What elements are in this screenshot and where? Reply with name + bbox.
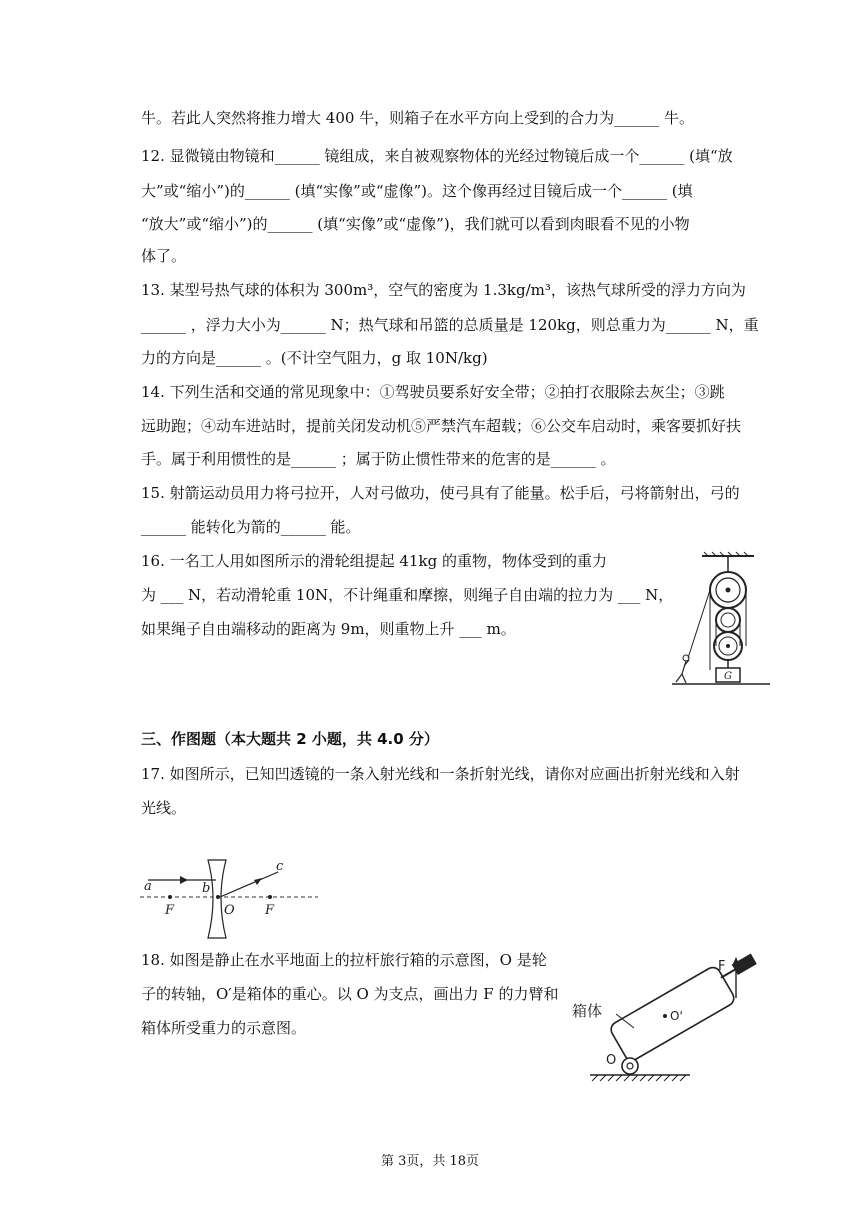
question-15-line-2: ______ 能转化为箭的______ 能。 bbox=[141, 518, 361, 536]
question-16-line-2: 为 ___ N，若动滑轮重 10N，不计绳重和摩擦，则绳子自由端的拉力为 ___ N， bbox=[141, 586, 674, 604]
question-14-line-3: 手。属于利用惯性的是______ ；属于防止惯性带来的危害的是______ 。 bbox=[141, 450, 616, 468]
lens-label-c: c bbox=[276, 859, 284, 874]
text-line: 牛。若此人突然将推力增大 400 牛，则箱子在水平方向上受到的合力为______ 牛。 bbox=[141, 109, 694, 127]
question-17-line-2: 光线。 bbox=[141, 799, 187, 817]
suitcase-label-o-prime: O' bbox=[670, 1009, 683, 1023]
suitcase-label-o: O bbox=[606, 1053, 617, 1068]
lens-label-a: a bbox=[144, 879, 152, 894]
lens-label-o: O bbox=[224, 903, 235, 918]
question-12-line-4: 体了。 bbox=[141, 247, 187, 265]
question-12-line-1: 12. 显微镜由物镜和______ 镜组成，来自被观察物体的光经过物镜后成一个______ (填“放 bbox=[141, 147, 733, 165]
question-13-line-3: 力的方向是______ 。(不计空气阻力，g 取 10N/kg) bbox=[141, 349, 488, 367]
question-15-line-1: 15. 射箭运动员用力将弓拉开，人对弓做功，使弓具有了能量。松手后，弓将箭射出，弓的 bbox=[141, 484, 740, 502]
suitcase-figure bbox=[568, 950, 768, 1086]
pulley-weight-label: G bbox=[724, 671, 732, 682]
question-18-line-3: 箱体所受重力的示意图。 bbox=[141, 1019, 307, 1037]
question-12-line-2: 大”或“缩小”)的______ (填“实像”或“虚像”)。这个像再经过目镜后成一个______ (填 bbox=[141, 182, 693, 200]
question-14-line-2: 远助跑；④动车进站时，提前关闭发动机⑤严禁汽车超载；⑥公交车启动时，乘客要抓好扶 bbox=[141, 417, 742, 435]
question-16-line-1: 16. 一名工人用如图所示的滑轮组提起 41kg 的重物，物体受到的重力 bbox=[141, 552, 607, 570]
page-footer: 第 3页，共 18页 bbox=[380, 1154, 480, 1169]
question-13-line-1: 13. 某型号热气球的体积为 300m³，空气的密度为 1.3kg/m³，该热气球所受的浮力方向为 bbox=[141, 281, 746, 299]
suitcase-label-body: 箱体 bbox=[572, 1002, 603, 1020]
lens-label-f-left: F bbox=[165, 903, 175, 918]
question-16-line-3: 如果绳子自由端移动的距离为 9m，则重物上升 ___ m。 bbox=[141, 620, 516, 638]
question-14-line-1: 14. 下列生活和交通的常见现象中：①驾驶员要系好安全带；②拍打衣服除去灰尘；③跳 bbox=[141, 383, 725, 401]
question-18-line-2: 子的转轴，O′是箱体的重心。以 O 为支点，画出力 F 的力臂和 bbox=[141, 985, 559, 1003]
concave-lens-figure bbox=[140, 856, 320, 942]
question-13-line-2: ______ ，浮力大小为______ N；热气球和吊篮的总质量是 120kg，则总重力为______ N，重 bbox=[141, 316, 759, 334]
pulley-figure bbox=[672, 550, 772, 690]
question-18-line-1: 18. 如图是静止在水平地面上的拉杆旅行箱的示意图，O 是轮 bbox=[141, 951, 547, 969]
question-17-line-1: 17. 如图所示，已知凹透镜的一条入射光线和一条折射光线，请你对应画出折射光线和入射 bbox=[141, 765, 740, 783]
section-title: 三、作图题（本大题共 2 小题，共 4.0 分） bbox=[141, 730, 439, 748]
question-12-line-3: “放大”或“缩小”)的______ (填“实像”或“虚像”)，我们就可以看到肉眼看不见的小物 bbox=[141, 215, 690, 233]
suitcase-label-f: F bbox=[718, 959, 726, 974]
lens-label-f-right: F bbox=[265, 903, 275, 918]
lens-label-b: b bbox=[202, 881, 211, 896]
